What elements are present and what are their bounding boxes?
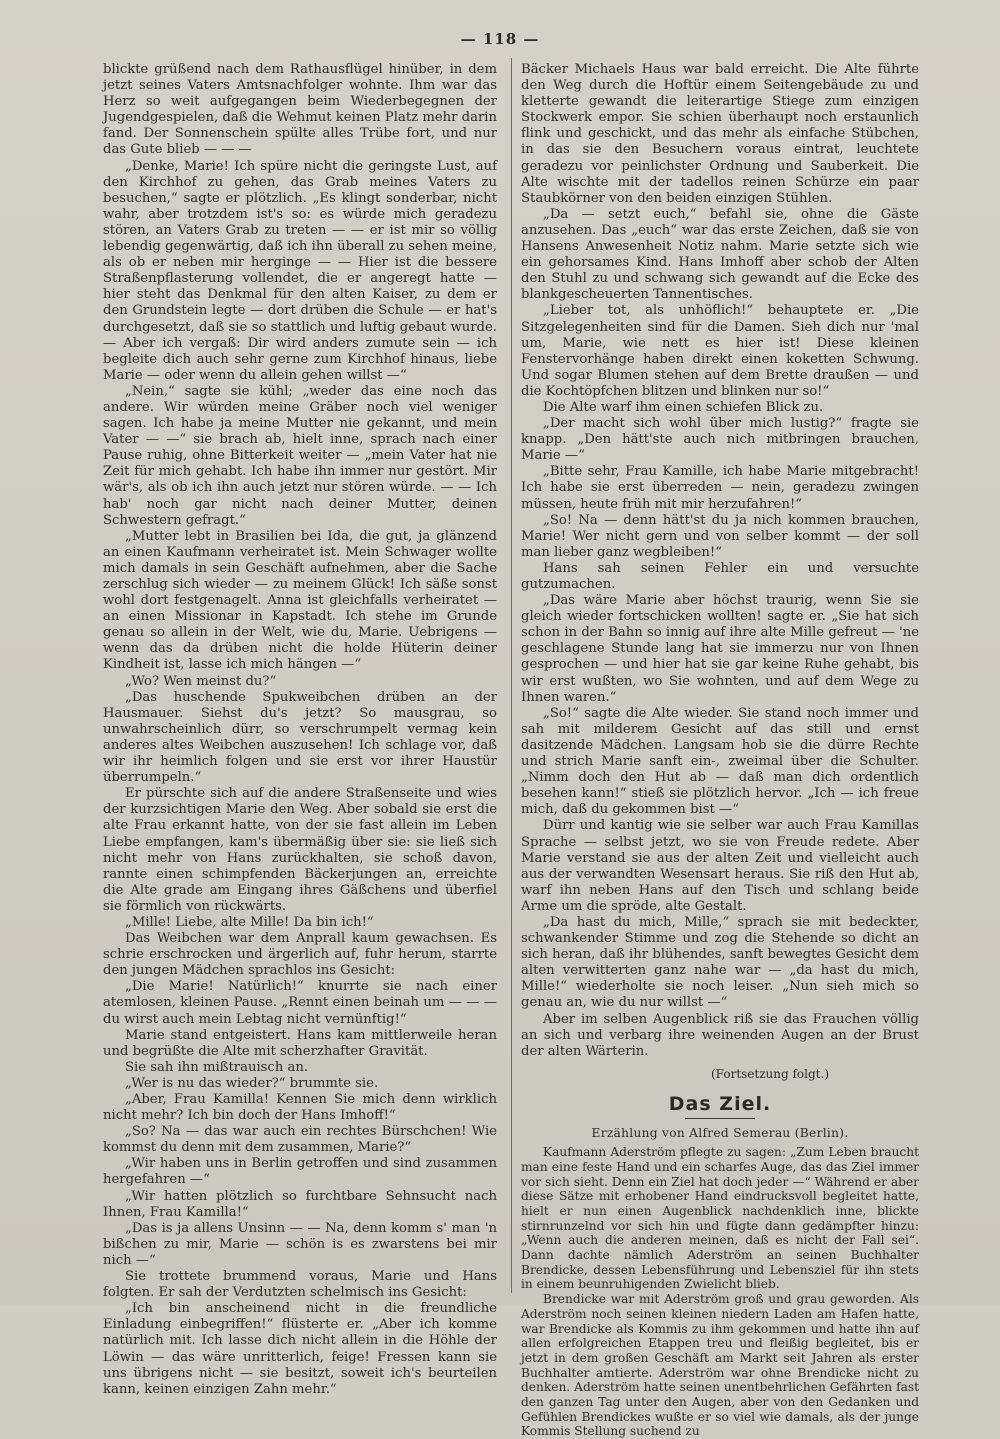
paragraph: „Die Marie! Natürlich!“ knurrte sie nach einer atemlosen, kleinen Pause. „Rennt einen beinah um — — — du wirst auch mein Lebtag nicht vernünftig!“ [103,979,497,1027]
paragraph: „So? Na — das war auch ein rechtes Bürschchen! Wie kommst du denn mit dem zusammen, Marie?“ [103,1124,497,1156]
paragraph: blickte grüßend nach dem Rathausflügel hinüber, in dem jetzt seines Vaters Amtsnachfolger wohnte. Ihm war das Herz so weit aufgegangen beim Wiederbegegnen der Jugendgespielen, daß die Wehmut keinen Platz mehr darin fand. Der Sonnenschein spülte alles Trübe fort, und nur das Gute blieb — — — [103,62,497,158]
paragraph: „Wer is nu das wieder?“ brummte sie. [125,1075,379,1091]
paragraph: „Mutter lebt in Brasilien bei Ida, die gut, ja glänzend an einen Kaufmann verheiratet ist. Mein Schwager wollte mich damals in sein Geschäft aufnehmen, aber die Sache zerschlug sich wieder — zu meinem Glück! Ich säße sonst wohl dort festgenagelt. Anna ist gleichfalls verheiratet — an einen Missionar in Kapstadt. Ich stehe im Grunde genau so allein in der Welt, wie du, Marie. Uebrigens — wenn das da drüben nicht die holde Hüterin deiner Kindheit ist, lasse ich mich hängen —“ [103,528,497,673]
paragraph: „Nein,“ sagte sie kühl; „weder das eine noch das andere. Wir würden meine Gräber noch viel weniger sagen. Ich habe ja meine Mutter nie gekannt, und mein Vater — —“ sie brach ab, hielt inne, sprach nach einer Pause ruhig, ohne Bitterkeit weiter — „mein Vater hat nie Zeit für mich gehabt. Ich habe ihn immer nur gestört. Mir wär's, als ob ich ihn auch jetzt nur stören würde. — — Ich hab' noch gar nicht nach deiner Mutter, deinen Schwestern gefragt.“ [103,383,497,528]
paragraph: „Denke, Marie! Ich spüre nicht die geringste Lust, auf den Kirchhof zu gehen, das Grab meines Vaters zu besuchen,“ sagte er plötzlich. „Es klingt sonderbar, nicht wahr, aber trotzdem ist's so: es würde mich geradezu stören, an Vaters Grab zu treten — — er ist mir so völlig lebendig gegenwärtig, daß ich ihn überall zu sehen meine, als ob er neben mir herginge — — Hier ist die bessere Straßenpflasterung vollendet, die er angeregt hatte — hier steht das Denkmal für den alten Kaiser, zu dem er den Grundstein legte — dort drüben die Schule — er hat's durchgesetzt, daß sie so stattlich und luftig gebaut wurde. — Aber ich vergaß: Dir wird anders zumute sein — ich begleite dich auch sehr gerne zum Kirchhof hinaus, liebe Marie — oder wenn du allein gehen willst —“ [103,158,497,383]
paragraph: Marie stand entgeistert. Hans kam mittlerweile heran und begrüßte die Alte mit scherzhafter Gravität. [103,1027,497,1059]
paragraph: „Bitte sehr, Frau Kamille, ich habe Marie mitgebracht! Ich habe sie erst überreden — nein, geradezu zwingen müssen, heute früh mit mir herzufahren!“ [521,464,919,512]
paragraph: Kaufmann Aderström pflegte zu sagen: „Zum Leben braucht man eine feste Hand und ein scharfes Auge, das das Ziel immer vor sich sieht. Denn ein Ziel hat doch jeder —“ Während er aber diese Sätze mit erhobener Hand eindrucksvoll begleitet hatte, hielt er nun einen Augenblick nachdenklich inne, blickte stirnrunzelnd vor sich hin und fügte dann gedämpfter hinzu: „Wenn auch die anderen meinen, daß es nicht der Fall sei“. Dann dachte nämlich Aderström an seinen Buchhalter Brendicke, dessen Lebensführung und Lebensziel für ihn stets in einem beunruhigenden Zwielicht blieb. [521,1145,919,1292]
paragraph: Aber im selben Augenblick riß sie das Frauchen völlig an sich und verbarg ihre weinenden Augen an der Brust der alten Wärterin. [521,1011,919,1059]
paragraph: „Wir haben uns in Berlin getroffen und sind zusammen hergefahren —“ [103,1156,497,1188]
paragraph: „Wo? Wen meinst du?“ [125,673,277,689]
paragraph: Dürr und kantig wie sie selber war auch Frau Kamillas Sprache — selbst jetzt, wo sie von Freude redete. Aber Marie verstand sie aus der alten Zeit und vielleicht auch aus der verwandten Wesensart heraus. Sie riß den Hut ab, warf ihn neben Hans auf den Tisch und schlang beide Arme um die spröde, alte Gestalt. [521,818,919,914]
paragraph: Sie sah ihn mißtrauisch an. [125,1059,309,1075]
paragraph: Brendicke war mit Aderström groß und grau geworden. Als Aderström noch seinen kleinen niedern Laden am Hafen hatte, war Brendicke als Kommis zu ihm gekommen und hatte ihn auf allen erfolgreichen Etappen treu und fleißig begleitet, bis er jetzt in dem großen Geschäft am Markt seit Jahren als erster Buchhalter amtierte. Aderström war ohne Brendicke nicht zu denken. Aderström hatte seinen unentbehrlichen Gefährten fast den ganzen Tag unter den Augen, aber von den Gedanken und Gefühlen Brendickes wußte er so viel wie damals, als der junge Kommis Stellung suchend zu [521,1292,919,1439]
paragraph: „Das wäre Marie aber höchst traurig, wenn Sie sie gleich wieder fortschicken wollten! sagte er. „Sie hat sich schon in der Bahn so innig auf ihre alte Mille gefreut — 'ne geschlagene Stunde lang hat sie immerzu nur von Ihnen gesprochen — und hier hat sie gar keine Ruhe gehabt, bis wir erst wußten, wo Sie wohnten, und auf dem Wege zu Ihnen waren.“ [521,593,919,705]
paragraph: Bäcker Michaels Haus war bald erreicht. Die Alte führte den Weg durch die Hoftür einem Seitengebäude zu und kletterte gewandt die leiterartige Stiege zum einzigen Stockwerk empor. Sie schien überhaupt noch erstaunlich flink und geschickt, und das mehr als einfache Stübchen, in das sie den Besuchern voraus eintrat, leuchtete geradezu vor peinlichster Ordnung und Sauberkeit. Die Alte wischte mit der tadellos reinen Schürze ein paar Staubkörner von den beiden einzigen Stühlen. [521,62,919,206]
paragraph: „Wir hatten plötzlich so furchtbare Sehnsucht nach Ihnen, Frau Kamilla!“ [103,1188,497,1220]
paragraph: Er pürschte sich auf die andere Straßenseite und wies der kurzsichtigen Marie den Weg. Aber sobald sie erst die alte Frau erkannt hatte, von der sie fast allein im Leben Liebe empfangen, kam's übermäßig über sie: sie ließ sich nicht mehr von Hans zurückhalten, sie schoß davon, rannte einen schimpfenden Bäckerjungen an, erreichte die Alte grade am Eingang ihres Gäßchens und überfiel sie förmlich von rückwärts. [103,786,497,914]
paragraph: „Da hast du mich, Mille,“ sprach sie mit bedeckter, schwankender Stimme und zog die Stehende so dicht an sich heran, daß ihr blühendes, sanft bewegtes Gesicht dem alten verwitterten ganz nahe war — „da hast du mich, Mille!“ wiederholte sie noch leiser. „Nun sieh mich so genau an, wie du nur willst —“ [521,914,919,1011]
paragraph: „Da — setzt euch,“ befahl sie, ohne die Gäste anzusehen. Das „euch“ war das erste Zeichen, daß sie von Hansens Anwesenheit Notiz nahm. Marie setzte sich wie ein gehorsames Kind. Hans Imhoff aber schob der Alten den Stuhl zu und schwang sich gewandt auf die Ecke des blankgescheuerten Tannentisches. [521,206,919,303]
paragraph: „Mille! Liebe, alte Mille! Da bin ich!“ [125,914,374,930]
paragraph: Hans sah seinen Fehler ein und versuchte gutzumachen. [521,560,919,592]
paragraph: „So!“ sagte die Alte wieder. Sie stand noch immer und sah mit milderem Gesicht auf das still und ernst dasitzende Mädchen. Langsam hob sie die dürre Rechte und strich Marie sanft ein-, zweimal über die Schulter. „Nimm doch den Hut ab — daß man dich ordentlich besehen kann!“ stieß sie plötzlich hervor. „Ich — ich freue mich, daß du gekommen bist —“ [521,705,919,818]
paragraph: „Das huschende Spukweibchen drüben an der Hausmauer. Siehst du's jetzt? So mausgrau, so unwahrscheinlich dürr, so verschrumpelt vermag kein anderes altes Weibchen auszusehen! Ich schlage vor, daß wir ihr heimlich folgen und sie erst vor ihrer Haustür überrumpeln.“ [103,689,497,786]
left-column [103,62,497,1397]
paragraph: „So! Na — denn hätt'st du ja nich kommen brauchen, Marie! Wer nicht gern und von selber kommt — der soll man lieber ganz wegbleiben!“ [521,512,919,560]
column-divider [511,58,512,1293]
paragraph: Sie trottete brummend voraus, Marie und Hans folgten. Er sah der Verdutzten schelmisch ins Gesicht: [103,1269,497,1301]
paragraph: Das Weibchen war dem Anprall kaum gewachsen. Es schrie erschrocken und ärgerlich auf, fuhr herum, starrte den jungen Mädchen sprachlos ins Gesicht: [103,931,497,979]
paragraph: „Der macht sich wohl über mich lustig?“ fragte sie knapp. „Den hätt'ste auch nich mitbringen brauchen, Marie —“ [521,416,919,464]
right-column [521,62,919,1439]
continued-note: (Fortsetzung folgt.) [711,1066,829,1081]
paragraph: Die Alte warf ihm einen schiefen Blick zu. [543,399,824,415]
page-number: — 118 — [460,30,540,48]
paragraph: „Das is ja allens Unsinn — — Na, denn komm s' man 'n bißchen zu mir, Marie — schön is es zwarstens bei mir nich —“ [103,1220,497,1268]
title-underline [685,1118,755,1119]
story-byline: Erzählung von Alfred Semerau (Berlin). [591,1126,849,1140]
story-title: Das Ziel. [668,1092,772,1115]
paragraph: „Ich bin anscheinend nicht in die freundliche Einladung einbegriffen!“ flüsterte er. „Aber ich komme natürlich mit. Ich lasse dich nicht allein in die Höhle der Löwin — das wäre unritterlich, feige! Fressen kann sie uns übrigens nicht — sie besitzt, soweit ich's beurteilen kann, keinen einzigen Zahn mehr.“ [103,1301,497,1397]
paragraph: „Aber, Frau Kamilla! Kennen Sie mich denn wirklich nicht mehr? Ich bin doch der Hans Imhoff!“ [103,1092,497,1124]
paragraph: „Lieber tot, als unhöflich!“ behauptete er. „Die Sitzgelegenheiten sind für die Damen. Sieh dich nur 'mal um, Marie, wie nett es hier ist! Diese kleinen Fenstervorhänge haben direkt einen koketten Schwung. Und sogar Blumen stehen auf dem Brette draußen — und die Kochtöpfchen blitzen und blinken nur so!“ [521,303,919,399]
